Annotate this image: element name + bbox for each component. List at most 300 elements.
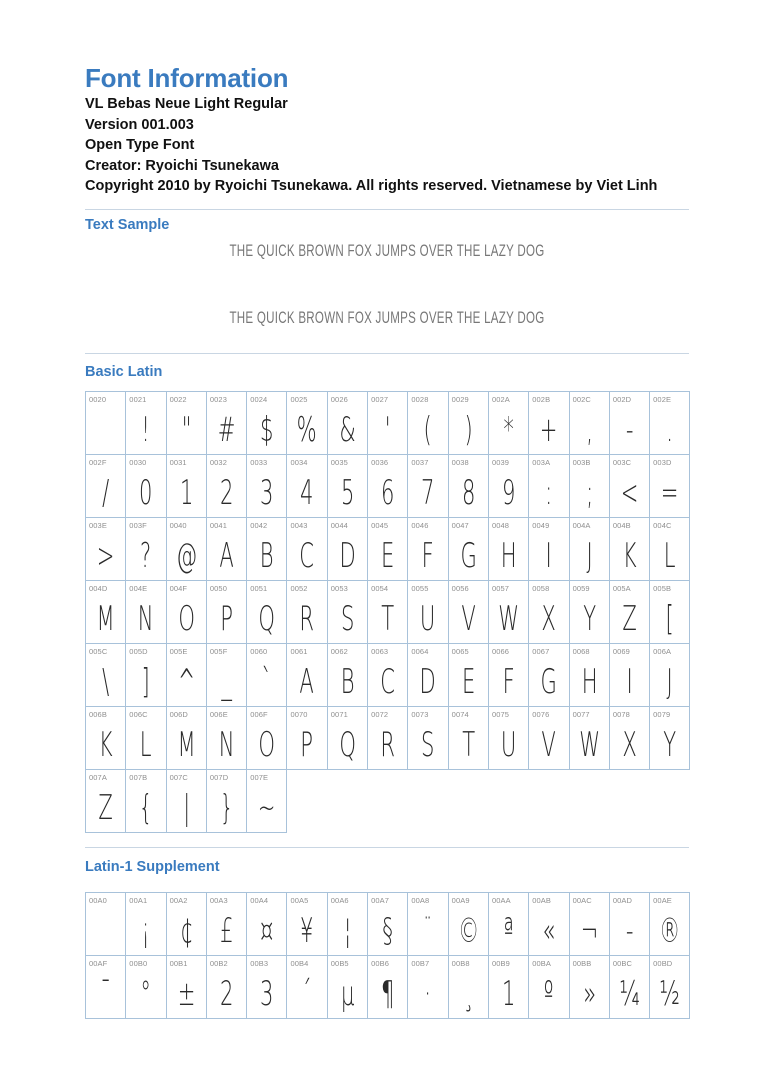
glyph-sample: © <box>457 911 479 952</box>
glyph-cell <box>328 455 368 518</box>
glyph-sample: [ <box>665 599 674 640</box>
glyph-sample: { <box>139 788 153 829</box>
glyph-code: 004B <box>612 520 631 530</box>
glyph-code: 004F <box>169 583 188 593</box>
glyph-code: 0033 <box>250 457 268 467</box>
glyph-cell <box>86 956 126 1019</box>
glyph-code: 003B <box>572 457 591 467</box>
glyph-sample: 4 <box>300 473 314 514</box>
glyph-sample: L <box>663 536 676 577</box>
font-type: Open Type Font <box>85 137 195 154</box>
glyph-code: 0058 <box>532 583 550 593</box>
glyph-cell <box>610 581 650 644</box>
glyph-code: 00B4 <box>290 958 309 968</box>
glyph-cell <box>207 644 247 707</box>
glyph-cell <box>610 644 650 707</box>
glyph-code: 002C <box>572 394 591 404</box>
font-name: VL Bebas Neue Light Regular <box>85 96 288 112</box>
glyph-code: 0068 <box>572 646 590 656</box>
glyph-sample: C <box>380 662 396 703</box>
glyph-code: 00B5 <box>330 958 349 968</box>
glyph-sample: % <box>297 410 318 451</box>
glyph-cell <box>328 644 368 707</box>
glyph-code: 007A <box>89 772 107 782</box>
glyph-cell <box>207 581 247 644</box>
glyph-code: 0048 <box>491 520 510 530</box>
glyph-code: 002B <box>532 394 551 404</box>
glyph-cell <box>328 392 368 455</box>
glyph-code: 0063 <box>371 646 389 656</box>
glyph-sample: J <box>666 662 673 703</box>
glyph-sample: = <box>660 473 679 514</box>
glyph-cell <box>126 392 166 455</box>
glyph-sample: ¯ <box>100 974 111 1015</box>
glyph-cell <box>489 893 529 956</box>
glyph-cell <box>408 455 448 518</box>
glyph-cell <box>449 644 489 707</box>
glyph-sample: Y <box>582 599 596 640</box>
glyph-cell <box>126 455 166 518</box>
glyph-sample: P <box>300 725 314 766</box>
glyph-cell <box>368 581 408 644</box>
glyph-cell <box>287 518 327 581</box>
glyph-cell <box>610 893 650 956</box>
glyph-sample: \ <box>102 662 110 703</box>
glyph-sample: D <box>339 536 356 577</box>
latin1-supplement-grid <box>85 892 690 1019</box>
glyph-code: 0039 <box>491 457 510 467</box>
glyph-sample: H <box>500 536 517 577</box>
font-details <box>85 94 689 197</box>
glyph-cell <box>489 644 529 707</box>
glyph-code: 00A8 <box>411 895 430 905</box>
glyph-cell <box>489 518 529 581</box>
glyph-sample: ] <box>141 662 151 703</box>
glyph-code: 0047 <box>451 520 469 530</box>
glyph-cell <box>529 644 569 707</box>
glyph-code: 0036 <box>371 457 389 467</box>
glyph-cell <box>86 581 126 644</box>
glyph-sample: 1 <box>179 473 193 514</box>
glyph-code: 003A <box>532 457 551 467</box>
glyph-code: 0042 <box>250 520 268 530</box>
glyph-code: 006B <box>89 709 107 719</box>
glyph-cell <box>126 707 166 770</box>
glyph-cell <box>287 455 327 518</box>
glyph-sample: , <box>585 410 593 451</box>
glyph-cell <box>86 392 126 455</box>
glyph-code: 0067 <box>532 646 550 656</box>
glyph-cell <box>529 518 569 581</box>
glyph-code: 005A <box>612 583 631 593</box>
glyph-sample: 6 <box>381 473 395 514</box>
glyph-sample: " <box>181 410 192 451</box>
glyph-sample: µ <box>340 974 355 1015</box>
glyph-sample: ¸ <box>463 974 474 1015</box>
basic-latin-heading: Basic Latin <box>85 363 163 380</box>
glyph-code: 0046 <box>411 520 429 530</box>
glyph-code: 0074 <box>451 709 469 719</box>
glyph-code: 0026 <box>330 394 348 404</box>
glyph-cell <box>489 956 529 1019</box>
glyph-sample: C <box>299 536 315 577</box>
glyph-code: 0041 <box>209 520 227 530</box>
glyph-code: 0035 <box>330 457 348 467</box>
glyph-cell <box>247 893 287 956</box>
font-info-page <box>85 62 689 1019</box>
glyph-sample: £ <box>219 911 234 952</box>
glyph-cell <box>86 707 126 770</box>
glyph-code: 00B3 <box>250 958 269 968</box>
glyph-cell <box>529 581 569 644</box>
glyph-code: 00B9 <box>491 958 510 968</box>
glyph-cell <box>287 956 327 1019</box>
glyph-code: 00B8 <box>451 958 470 968</box>
glyph-code: 003F <box>129 520 147 530</box>
glyph-sample: I <box>545 536 553 577</box>
glyph-sample: H <box>581 662 598 703</box>
glyph-code: 003C <box>612 457 632 467</box>
glyph-sample: O <box>258 725 276 766</box>
glyph-sample: 0 <box>139 473 153 514</box>
glyph-code: 0023 <box>209 394 227 404</box>
glyph-code: 0045 <box>371 520 389 530</box>
glyph-code: 0071 <box>330 709 348 719</box>
font-version: Version 001.003 <box>85 116 194 133</box>
glyph-code: 0038 <box>451 457 469 467</box>
glyph-sample: ¦ <box>343 911 351 952</box>
glyph-sample: S <box>421 725 435 766</box>
glyph-sample: V <box>541 725 557 766</box>
glyph-code: 00A7 <box>371 895 389 905</box>
glyph-sample: . <box>666 410 674 451</box>
glyph-sample: | <box>182 788 190 829</box>
glyph-sample: W <box>498 599 520 640</box>
glyph-code: 0070 <box>290 709 308 719</box>
glyph-cell <box>247 581 287 644</box>
glyph-code: 0020 <box>89 394 107 404</box>
glyph-cell <box>287 644 327 707</box>
glyph-cell <box>86 518 126 581</box>
glyph-sample: R <box>299 599 315 640</box>
glyph-code: 0075 <box>491 709 510 719</box>
glyph-code: 00B2 <box>209 958 228 968</box>
glyph-sample: 9 <box>501 473 516 514</box>
glyph-sample: 3 <box>260 473 274 514</box>
glyph-code: 0054 <box>371 583 389 593</box>
glyph-cell <box>328 893 368 956</box>
glyph-code: 00AB <box>532 895 552 905</box>
glyph-sample: V <box>461 599 476 640</box>
glyph-code: 0060 <box>250 646 268 656</box>
glyph-sample: F <box>502 662 515 703</box>
glyph-cell <box>126 956 166 1019</box>
glyph-code: 0034 <box>290 457 308 467</box>
glyph-cell <box>368 956 408 1019</box>
glyph-cell <box>650 581 690 644</box>
glyph-cell <box>207 392 247 455</box>
glyph-cell <box>650 455 690 518</box>
glyph-code: 0022 <box>169 394 187 404</box>
glyph-sample: A <box>219 536 234 577</box>
glyph-sample: ~ <box>257 788 276 829</box>
glyph-cell <box>570 893 610 956</box>
glyph-sample: D <box>419 662 437 703</box>
glyph-cell <box>247 392 287 455</box>
glyph-cell <box>449 518 489 581</box>
glyph-sample: 1 <box>501 974 516 1015</box>
glyph-sample: 5 <box>340 473 355 514</box>
glyph-cell <box>650 392 690 455</box>
glyph-cell <box>489 707 529 770</box>
glyph-code: 0037 <box>411 457 429 467</box>
glyph-cell <box>167 707 207 770</box>
glyph-code: 004A <box>572 520 591 530</box>
glyph-cell <box>570 581 610 644</box>
glyph-code: 007C <box>169 772 188 782</box>
glyph-sample: _ <box>221 662 232 703</box>
glyph-sample: ¡ <box>141 911 151 952</box>
glyph-code: 004E <box>129 583 148 593</box>
glyph-cell <box>167 518 207 581</box>
font-copyright: Copyright 2010 by Ryoichi Tsunekawa. All rights reserved. Vietnamese by Viet Linh <box>85 178 658 195</box>
glyph-code: 00A2 <box>169 895 188 905</box>
glyph-sample: J <box>586 536 593 577</box>
glyph-sample: M <box>177 725 196 766</box>
glyph-code: 00BB <box>572 958 592 968</box>
glyph-sample: X <box>622 725 637 766</box>
glyph-code: 0052 <box>290 583 308 593</box>
glyph-code: 007B <box>129 772 148 782</box>
glyph-code: 004D <box>89 583 108 593</box>
glyph-cell <box>610 707 650 770</box>
glyph-sample: : <box>545 473 553 514</box>
page-title: Font Information <box>85 63 289 93</box>
glyph-code: 0055 <box>411 583 429 593</box>
glyph-sample: $ <box>260 410 274 451</box>
glyph-sample: Z <box>98 788 113 829</box>
glyph-code: 0059 <box>572 583 590 593</box>
glyph-code: 0027 <box>371 394 389 404</box>
glyph-sample: < <box>620 473 639 514</box>
glyph-cell <box>368 644 408 707</box>
glyph-cell <box>570 956 610 1019</box>
glyph-sample: G <box>540 662 558 703</box>
glyph-cell <box>368 392 408 455</box>
glyph-sample: 8 <box>461 473 476 514</box>
glyph-cell <box>126 518 166 581</box>
glyph-sample: I <box>626 662 633 703</box>
glyph-cell <box>408 956 448 1019</box>
glyph-code: 0072 <box>371 709 389 719</box>
glyph-cell <box>449 893 489 956</box>
glyph-cell <box>167 893 207 956</box>
section-divider <box>85 847 689 848</box>
section-divider <box>85 209 689 210</box>
glyph-sample: X <box>541 599 557 640</box>
glyph-cell <box>610 455 650 518</box>
glyph-cell <box>408 518 448 581</box>
glyph-code: 00A5 <box>290 895 309 905</box>
glyph-code: 003D <box>653 457 672 467</box>
glyph-code: 002E <box>653 394 672 404</box>
glyph-code: 00A6 <box>330 895 349 905</box>
glyph-sample: ¬ <box>580 911 599 952</box>
glyph-sample: S <box>340 599 355 640</box>
glyph-cell <box>489 392 529 455</box>
glyph-cell <box>570 707 610 770</box>
glyph-cell <box>247 518 287 581</box>
glyph-cell <box>328 518 368 581</box>
glyph-code: 0044 <box>330 520 348 530</box>
glyph-sample: ¢ <box>179 911 193 952</box>
text-sample-2: THE QUICK BROWN FOX JUMPS OVER THE LAZY DOG <box>229 307 545 327</box>
glyph-cell <box>167 770 207 833</box>
glyph-code: 00A4 <box>250 895 269 905</box>
glyph-cell <box>650 518 690 581</box>
glyph-code: 0065 <box>451 646 469 656</box>
glyph-code: 0056 <box>451 583 469 593</box>
glyph-code: 0049 <box>532 520 550 530</box>
glyph-sample: ( <box>423 410 433 451</box>
glyph-sample: § <box>382 911 393 952</box>
glyph-cell <box>408 581 448 644</box>
glyph-sample: R <box>380 725 396 766</box>
glyph-cell <box>650 644 690 707</box>
glyph-sample: · <box>424 974 432 1015</box>
glyph-code: 00AF <box>89 958 108 968</box>
glyph-cell <box>408 644 448 707</box>
glyph-cell <box>247 956 287 1019</box>
glyph-sample: 2 <box>219 473 234 514</box>
glyph-sample: ® <box>659 911 681 952</box>
glyph-code: 0061 <box>290 646 308 656</box>
glyph-sample: - <box>625 911 634 952</box>
glyph-code: 006A <box>653 646 672 656</box>
glyph-sample <box>93 409 117 452</box>
glyph-code: 0050 <box>209 583 227 593</box>
glyph-cell <box>449 455 489 518</box>
glyph-code: 0024 <box>250 394 268 404</box>
glyph-sample: ¨ <box>422 911 434 952</box>
glyph-code: 00B1 <box>169 958 188 968</box>
glyph-sample: ± <box>177 974 196 1015</box>
glyph-cell <box>328 707 368 770</box>
glyph-code: 0028 <box>411 394 429 404</box>
glyph-cell <box>529 956 569 1019</box>
glyph-sample: G <box>460 536 477 577</box>
glyph-cell <box>126 581 166 644</box>
glyph-cell <box>408 707 448 770</box>
glyph-cell <box>449 581 489 644</box>
glyph-cell <box>247 770 287 833</box>
glyph-cell <box>368 518 408 581</box>
glyph-sample: ½ <box>659 974 681 1015</box>
glyph-cell <box>207 956 247 1019</box>
glyph-cell <box>126 770 166 833</box>
glyph-sample: 2 <box>219 974 234 1015</box>
glyph-sample: ; <box>585 473 593 514</box>
glyph-cell <box>570 392 610 455</box>
glyph-cell <box>167 455 207 518</box>
glyph-sample: ^ <box>177 662 196 703</box>
glyph-code: 00AA <box>491 895 511 905</box>
glyph-cell <box>287 392 327 455</box>
glyph-cell <box>529 707 569 770</box>
glyph-cell <box>529 893 569 956</box>
glyph-code: 005E <box>169 646 188 656</box>
glyph-sample: O <box>177 599 195 640</box>
glyph-sample: N <box>138 599 154 640</box>
glyph-sample: « <box>542 911 556 952</box>
glyph-cell <box>86 770 126 833</box>
glyph-sample: + <box>540 410 558 451</box>
glyph-sample: B <box>340 662 355 703</box>
glyph-sample: Y <box>663 725 677 766</box>
glyph-cell <box>610 956 650 1019</box>
glyph-cell <box>489 455 529 518</box>
glyph-cell <box>570 455 610 518</box>
glyph-cell <box>86 644 126 707</box>
glyph-cell <box>449 392 489 455</box>
glyph-sample: & <box>339 410 356 451</box>
glyph-cell <box>287 893 327 956</box>
glyph-sample: P <box>220 599 233 640</box>
glyph-cell <box>650 707 690 770</box>
glyph-sample: ! <box>141 410 151 451</box>
glyph-cell <box>207 770 247 833</box>
glyph-sample <box>93 910 117 953</box>
latin1-supplement-heading: Latin-1 Supplement <box>85 858 220 875</box>
glyph-cell <box>408 392 448 455</box>
glyph-cell <box>167 581 207 644</box>
glyph-cell <box>207 893 247 956</box>
glyph-code: 002F <box>89 457 107 467</box>
glyph-sample: # <box>217 410 236 451</box>
glyph-sample: K <box>622 536 637 577</box>
glyph-cell <box>167 644 207 707</box>
glyph-sample: N <box>218 725 235 766</box>
glyph-cell <box>328 956 368 1019</box>
glyph-code: 0029 <box>451 394 469 404</box>
glyph-sample: Q <box>258 599 276 640</box>
text-sample-1: THE QUICK BROWN FOX JUMPS OVER THE LAZY DOG <box>229 240 545 260</box>
glyph-sample: ¤ <box>260 911 274 952</box>
glyph-code: 00A0 <box>89 895 107 905</box>
glyph-code: 00AE <box>653 895 672 905</box>
glyph-cell <box>650 893 690 956</box>
glyph-sample: ) <box>464 410 473 451</box>
glyph-code: 00BD <box>653 958 673 968</box>
glyph-code: 00B6 <box>371 958 389 968</box>
glyph-code: 004C <box>653 520 672 530</box>
glyph-cell <box>207 455 247 518</box>
glyph-cell <box>167 956 207 1019</box>
glyph-code: 006C <box>129 709 148 719</box>
glyph-sample: 7 <box>421 473 435 514</box>
glyph-cell <box>126 893 166 956</box>
glyph-cell <box>408 893 448 956</box>
glyph-code: 0021 <box>129 394 147 404</box>
glyph-cell <box>570 518 610 581</box>
glyph-sample: } <box>219 788 234 829</box>
glyph-sample: * <box>503 410 514 451</box>
glyph-code: 006D <box>169 709 188 719</box>
glyph-code: 0069 <box>612 646 630 656</box>
glyph-code: 0032 <box>209 457 227 467</box>
glyph-sample: ´ <box>302 974 313 1015</box>
glyph-code: 0077 <box>572 709 590 719</box>
